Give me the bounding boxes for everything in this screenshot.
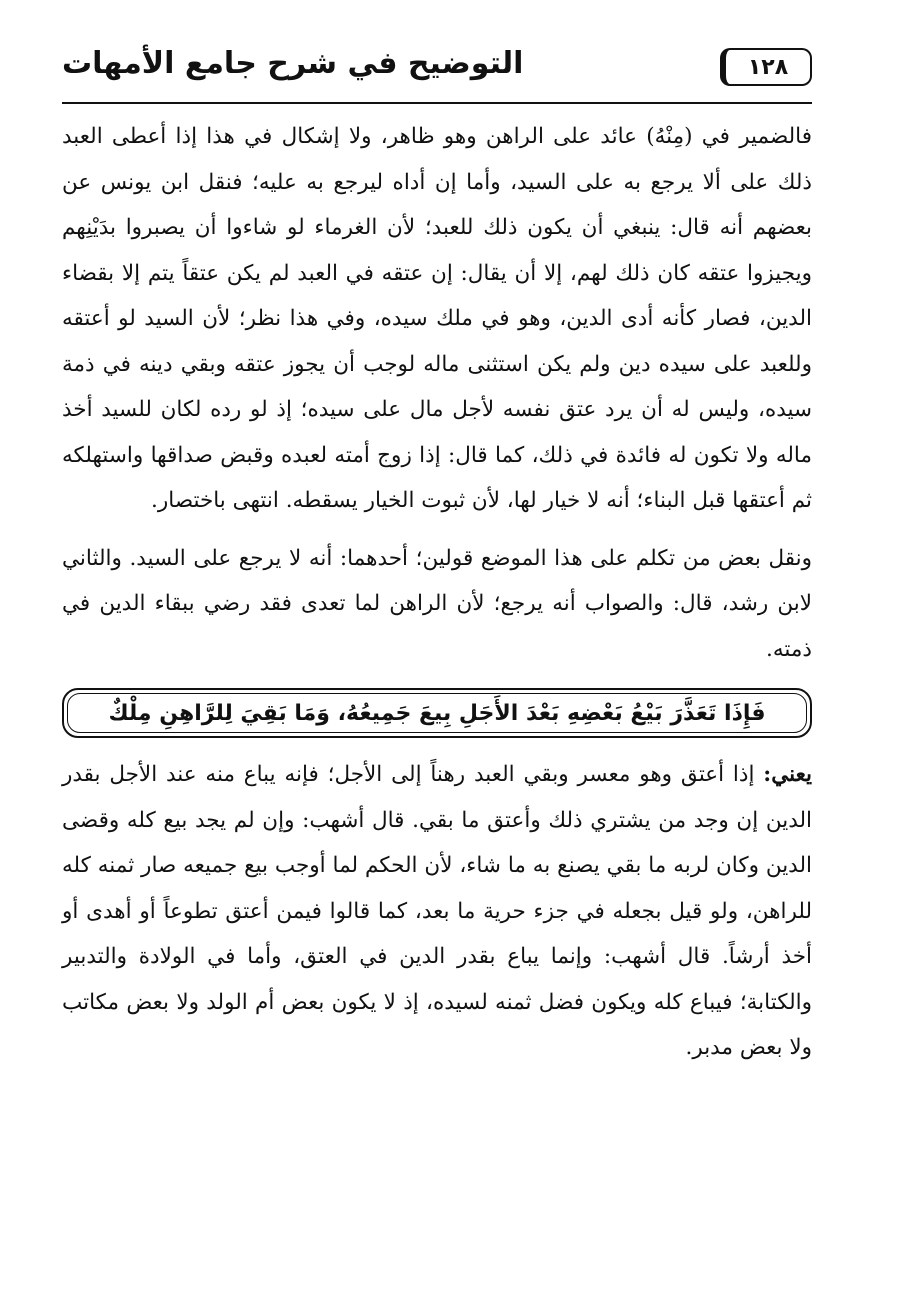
paragraph-1	[62, 114, 812, 524]
document-page	[62, 44, 812, 1274]
commentary-text: إذا أعتق وهو معسر وبقي العبد رهناً إلى الأجل؛ فإنه يباع منه عند الأجل بقدر الدين إن وجد من يشتري ذلك وأعتق ما بقي. قال أشهب: وإن لم يجد بيع كله وقضى الدين وكان لربه ما بقي يصنع به ما شاء، لأن الحكم لما أوجب بيع جميعه صار ثمنه كله للراهن، ولو قيل بجعله في جزء حرية ما بعد، كما قالوا فيمن أعتق تطوعاً أو أهدى أو أخذ أرشاً. قال أشهب: وإنما يباع بقدر الدين في العتق، وأما في الولادة والتدبير والكتابة؛ فيباع كله ويكون فضل ثمنه لسيده، إذ لا يكون بعض أم الولد ولا بعض مكاتب ولا بعض مدبر.	[62, 762, 812, 1060]
commentary-lead: يعني:	[763, 762, 812, 787]
paragraph-2-text: ونقل بعض من تكلم على هذا الموضع قولين؛ أحدهما: أنه لا يرجع على السيد. والثاني لابن رشد، قال: والصواب أنه يرجع؛ لأن الراهن لما تعدى فقد رضي ببقاء الدين في ذمته.	[62, 545, 812, 662]
matn-box	[62, 688, 812, 738]
page-header	[62, 44, 812, 104]
paragraph-1-text: فالضمير في (مِنْهُ) عائد على الراهن وهو ظاهر، ولا إشكال في هذا إذا أعطى العبد ذلك على ألا يرجع به على السيد، وأما إن أداه ليرجع به عليه؛ فنقل ابن يونس عن بعضهم أنه قال: ينبغي أن يكون ذلك للعبد؛ لأن الغرماء لو شاءوا أن يصبروا بدَيْنِهم ويجيزوا عتقه كان ذلك لهم، إلا أن يقال: إن عتقه في العبد لم يكن عتقاً يتم إلا بقضاء الدين، فصار كأنه أدى الدين، وهو في ملك سيده، وفي هذا نظر؛ لأن السيد لو أعتقه وللعبد على سيده دين ولم يكن استثنى ماله لوجب أن يجوز عتقه وبقي دينه في ذمة سيده، وليس له أن يرد عتق نفسه لأجل مال على سيده؛ إذ لو رده لكان للسيد أخذ ماله ولا تكون له فائدة في ذلك، كما قال: إذا زوج أمته لعبده وقبض صداقها واستهلكه ثم أعتقها قبل البناء؛ أنه لا خيار لها، لأن ثبوت الخيار يسقطه. انتهى باختصار.	[62, 124, 812, 513]
page-content	[62, 114, 812, 1071]
paragraph-2	[62, 536, 812, 673]
commentary-paragraph	[62, 752, 812, 1071]
matn-text: فَإِذَا تَعَذَّرَ بَيْعُ بَعْضِهِ بَعْدَ الأَجَلِ بِيعَ جَمِيعُهُ، وَمَا بَقِيَ لِلرَّاهِنِ مِلْكٌ	[108, 700, 766, 726]
book-title: التوضيح في شرح جامع الأمهات	[62, 46, 524, 81]
page-number: ١٢٨	[720, 48, 812, 86]
